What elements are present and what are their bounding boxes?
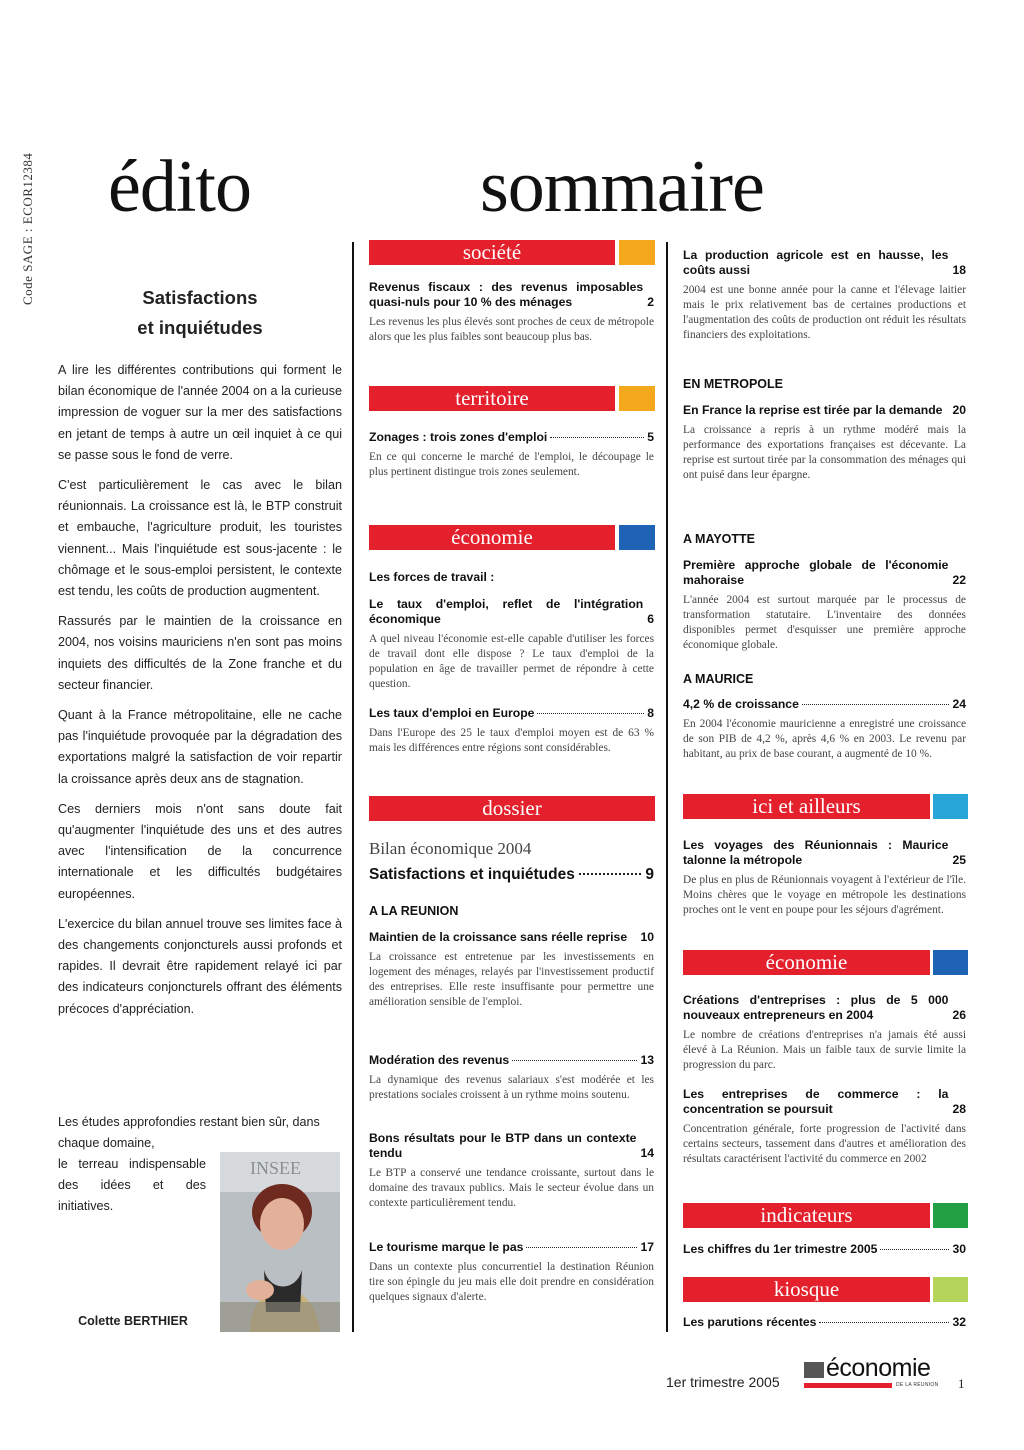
edito-paragraph: A lire les différentes contributions qui forment le bilan économique de l'année 2004 on a la curieuse impression de voguer sur la mer des satisfactions en jetant de temps à autre un œil inquiet à ce qui se passe sous le fond de verre. [58,363,342,462]
toc-entry-title: Créations d'entreprises : plus de 5 000 nouveaux entrepreneurs en 2004 [683,993,949,1022]
section-bar-dossier [369,796,655,821]
toc-entry-description: 2004 est une bonne année pour la canne et l'élevage laitier mais le prix relativement bas de certaines productions et l'augmentation des coûts de production ont réduit les résultats financiers des exploitations. [683,284,966,341]
toc-entry-title: Maintien de la croissance sans réelle reprise [369,930,628,944]
column-divider-left [352,242,354,1332]
toc-entry-description: De plus en plus de Réunionnais voyagent à l'extérieur de l'île. Moins chères que le voyage en métropole les destinations proches ont le vent en poupe pour les séjours d'agrément. [683,874,966,916]
toc-page-number: 14 [640,1146,654,1160]
toc-entry-description: Le nombre de créations d'entreprises n'a jamais été aussi élevé à La Réunion. Mais un faible taux de survie limite la progression du parc. [683,1029,966,1071]
toc-entry-title: 4,2 % de croissance [683,697,799,711]
toc-page-number: 20 [952,403,966,417]
toc-page-number: 8 [647,706,654,720]
toc-entry-title: Les taux d'emploi en Europe [369,706,535,720]
toc-entry-title: Les chiffres du 1er trimestre 2005 [683,1242,878,1256]
toc-entry [683,1242,966,1257]
toc-entry-title: Zonages : trois zones d'emploi [369,430,548,444]
toc-page-number: 2 [647,295,654,309]
toc-entry-description: Dans l'Europe des 25 le taux d'emploi moyen est de 63 % mais les différences entre régions sont considérables. [369,727,654,754]
portrait-illustration [220,1152,340,1332]
edito-paragraph: Ces derniers mois n'ont sans doute fait qu'augmenter l'inquiétude des uns et des autres avec l'intensification de la concurrence internationale et les difficultés budgétaires européennes. [58,801,342,901]
section-bar-indicateurs [683,1203,968,1228]
edito-title: édito [108,146,251,228]
toc-entry [683,838,966,918]
toc-entry [369,430,654,480]
toc-page-number: 30 [952,1242,966,1256]
magazine-logo [804,1354,946,1394]
dossier-main-entry [369,866,654,884]
toc-page-number: 17 [640,1240,654,1254]
toc-entry [369,1240,654,1305]
toc-entry-title: En France la reprise est tirée par la demande [683,403,943,417]
toc-entry-title: Les entreprises de commerce : la concentration se poursuit [683,1087,949,1116]
toc-entry-description: La croissance a repris à un rythme modéré mais la performance des exportations françaises est décevante. La reprise est surtout tirée par la consommation des ménages qui ont puisé dans leur épargne. [683,424,966,481]
section-label-kiosque: kiosque [683,1277,930,1302]
author-name: Colette BERTHIER [78,1314,188,1328]
toc-entry [683,1315,966,1330]
toc-entry-description: L'année 2004 est surtout marquée par le processus de transformation statutaire. L'inventaire des données disponibles permet d'esquisser une première approche économique globale. [683,594,966,651]
section-bar-kiosque [683,1277,968,1302]
toc-entry-description: La dynamique des revenus salariaux s'est modérée et les prestations sociales croissent à un rythme moins soutenu. [369,1074,654,1101]
toc-entry-title: Première approche globale de l'économie mahoraise [683,558,949,587]
toc-entry-description: En ce qui concerne le marché de l'emploi, le découpage le plus pertinent distingue trois zones seulement. [369,451,654,478]
toc-entry-description: Dans un contexte plus concurrentiel la destination Réunion tire son épingle du jeu mais elle doit prendre en considération quelques signaux d'alerte. [369,1261,654,1303]
section-color-square [619,240,655,265]
side-code: Code SAGE : ECOR12384 [20,152,35,305]
toc-entry-title: Le tourisme marque le pas [369,1240,524,1254]
edito-paragraph: L'exercice du bilan annuel trouve ses limites face à des changements conjoncturels aussi profonds et rapides. Il devrait être rapidement relayé ici par des indicateurs conjoncturels offrant des éléments précoces d'appréciation. [58,916,342,1016]
logo-subtitle: DE LA RÉUNION [896,1382,939,1388]
toc-entry-title: Bons résultats pour le BTP dans un contexte tendu [369,1131,637,1160]
edito-subtitle-line1: Satisfactions [142,287,258,308]
section-color-square [933,794,968,819]
toc-page-number: 9 [645,866,654,883]
section-label-dossier: dossier [369,796,655,821]
toc-page-number: 18 [952,263,966,277]
toc-entry [369,1131,654,1211]
toc-entry-description: La croissance est entretenue par les investissements en logement des ménages, relayés par l'investissement productif des entreprises. Elle reste insuffisante pour permettre une amélioration sensible de l'emploi. [369,951,654,1008]
toc-entry [369,280,654,345]
logo-text: économie [826,1354,931,1382]
edito-body [58,360,342,1029]
photo-sign-text: INSEE [250,1158,301,1178]
edito-paragraph: C'est particulièrement le cas avec le bilan réunionnais. La croissance est là, le BTP construit et embauche, l'agriculture produit, les touristes viennent... Mais l'inquiétude est sous-jacente : le chômage et le sous-emploi persistent, le contexte est tendu, les coûts de production augmentent. [58,478,342,599]
section-label-territoire: territoire [369,386,615,411]
section-color-square [933,1203,968,1228]
toc-page-number: 22 [952,573,966,587]
section-label-societe: société [369,240,615,265]
toc-page-number: 32 [952,1315,966,1329]
section-color-square [933,950,968,975]
toc-entry-description: Concentration générale, forte progression de l'activité dans certains secteurs, tassement dans d'autres et amélioration des résultats caractérisent l'activité du commerce en 2002 [683,1123,966,1165]
toc-entry [683,558,966,653]
section-bar-ici-et-ailleurs [683,794,968,819]
section-bar-economie [683,950,968,975]
column-divider-right [666,242,668,1332]
toc-entry-description: En 2004 l'économie mauricienne a enregistré une croissance de son PIB de 4,2 %, après 4,6 % en 2003. Le revenu par habitant, au prix de base courant, a augmenté de 10 %. [683,718,966,760]
toc-entry [683,993,966,1073]
logo-mark-icon [804,1362,824,1378]
toc-page-number: 13 [640,1053,654,1067]
toc-entry [683,1087,966,1167]
region-heading: A LA REUNION [369,904,459,918]
toc-page-number: 28 [952,1102,966,1116]
edito-paragraph: Quant à la France métropolitaine, elle ne cache pas l'inquiétude provoquée par la dégradation des exportations malgré la satisfaction de voir repartir la croissance après deux ans de stagnation. [58,708,342,786]
toc-page-number: 25 [952,853,966,867]
section-label-ici-et-ailleurs: ici et ailleurs [683,794,930,819]
sommaire-title: sommaire [480,146,764,228]
region-heading: A MAURICE [683,672,754,686]
toc-entry-title: Satisfactions et inquiétudes [369,866,575,883]
toc-entry-description: Le BTP a conservé une tendance croissante, surtout dans le domaine des travaux publics. Mais le secteur évolue dans un contexte particulièrement tendu. [369,1167,654,1209]
toc-entry [683,248,966,343]
logo-red-bar [804,1383,892,1388]
toc-entry-title: Le taux d'emploi, reflet de l'intégration économique [369,597,644,626]
region-heading: A MAYOTTE [683,532,755,546]
toc-page-number: 26 [952,1008,966,1022]
section-color-square [933,1277,968,1302]
section-label-indicateurs: indicateurs [683,1203,930,1228]
region-heading: EN METROPOLE [683,377,784,391]
toc-entry-title: La production agricole est en hausse, les coûts aussi [683,248,949,277]
section-bar-territoire [369,386,655,411]
toc-intro: Les forces de travail : [369,570,495,584]
author-photo [220,1152,340,1332]
page-number: 1 [958,1376,965,1391]
section-label-economie: économie [683,950,930,975]
toc-entry [369,706,654,756]
toc-entry-description: A quel niveau l'économie est-elle capable d'utiliser les forces de travail dont elle dispose ? Le taux d'emploi de la population en âge de travailler permet de répondre à cette question. [369,633,654,690]
edito-subtitle [100,283,300,343]
toc-entry-title: Les voyages des Réunionnais : Maurice talonne la métropole [683,838,949,867]
section-bar-societe [369,240,655,265]
toc-entry-title: Revenus fiscaux : des revenus imposables quasi-nuls pour 10 % des ménages [369,280,644,309]
edito-subtitle-line2: et inquiétudes [137,317,263,338]
section-color-square [619,525,655,550]
footer-date: 1er trimestre 2005 [666,1374,780,1390]
toc-entry-title: Les parutions récentes [683,1315,817,1329]
dossier-bilan-title: Bilan économique 2004 [369,839,532,858]
toc-page-number: 24 [952,697,966,711]
toc-page-number: 10 [640,930,654,944]
edito-last-paragraph-bottom: le terreau indispensable des idées et des initiatives. [58,1157,206,1214]
edito-last-paragraph-top: Les études approfondies restant bien sûr, dans chaque domaine, [58,1115,320,1151]
edito-paragraph: Rassurés par le maintien de la croissance en 2004, nos voisins mauriciens n'en sont pas moins inquiets des difficultés de la Zone franche et du secteur financier. [58,614,342,692]
toc-entry-title: Modération des revenus [369,1053,510,1067]
toc-entry [369,930,654,1010]
toc-entry [683,403,966,483]
toc-entry [369,597,654,692]
toc-page-number: 6 [647,612,654,626]
toc-entry-description: Les revenus les plus élevés sont proches de ceux de métropole alors que les plus faibles sont beaucoup plus bas. [369,316,654,343]
toc-entry [683,697,966,762]
toc-page-number: 5 [647,430,654,444]
section-bar-economie [369,525,655,550]
section-label-economie: économie [369,525,615,550]
toc-entry [369,1053,654,1103]
section-color-square [619,386,655,411]
